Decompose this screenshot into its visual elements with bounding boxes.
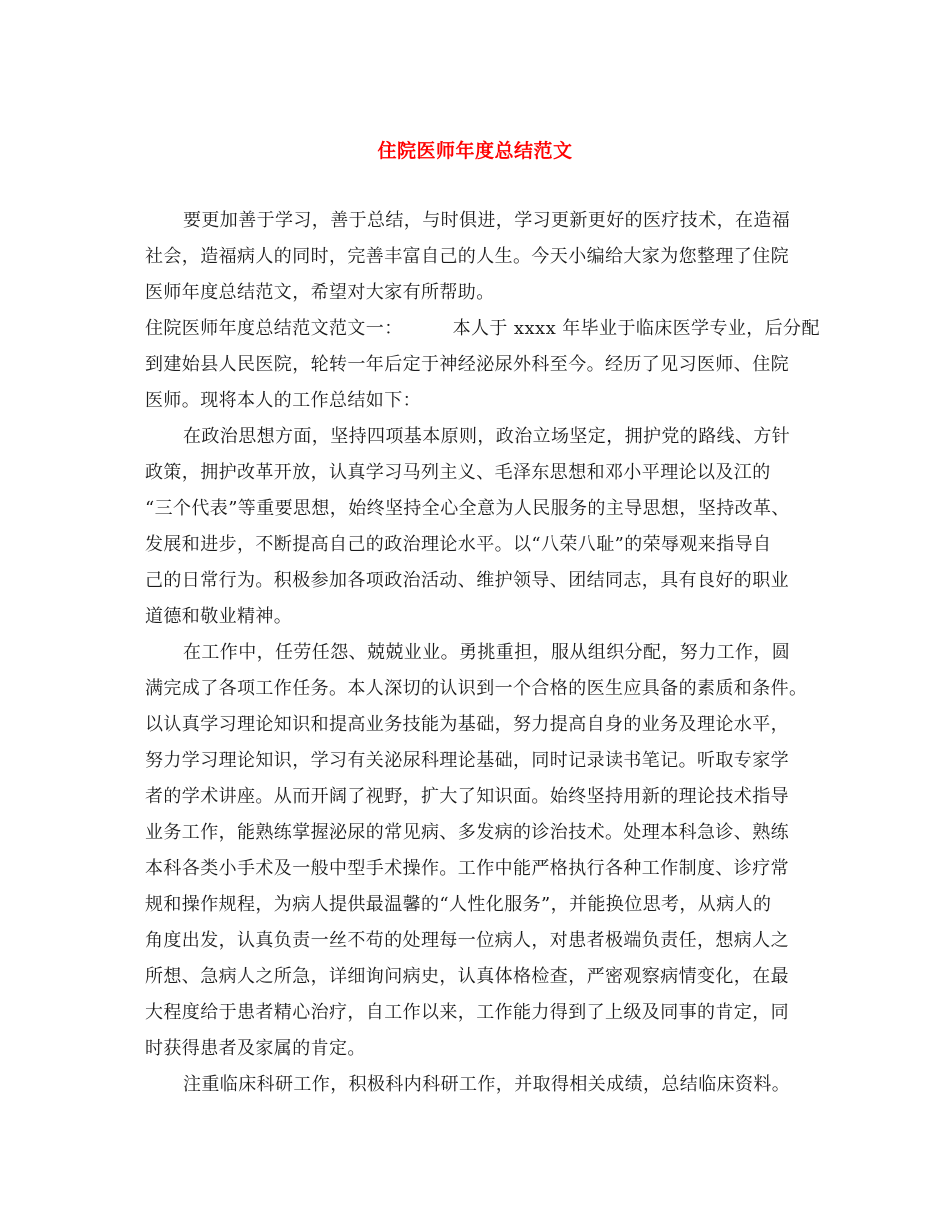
paragraph-line: 政策，拥护改革开放，认真学习马列主义、毛泽东思想和邓小平理论以及江的	[145, 462, 771, 483]
paragraph-line: 医师年度总结范文，希望对大家有所帮助。	[145, 282, 495, 303]
paragraph-line: 到建始县人民医院，轮转一年后定于神经泌尿外科至今。经历了见习医师、住院	[145, 354, 789, 375]
paragraph-line: 医师。现将本人的工作总结如下：	[145, 390, 421, 411]
paragraph-line: 注重临床科研工作，积极科内科研工作，并取得相关成绩，总结临床资料。	[183, 1074, 791, 1095]
paragraph-line-text: 本人于 xxxx 年毕业于临床医学专业，后分配	[452, 318, 820, 339]
paragraph-line: 本科各类小手术及一般中型手术操作。工作中能严格执行各种工作制度、诊疗常	[145, 858, 789, 879]
paragraph-line: 己的日常行为。积极参加各项政治活动、维护领导、团结同志，具有良好的职业	[145, 570, 789, 591]
paragraph-line: 时获得患者及家属的肯定。	[145, 1038, 366, 1059]
paragraph-line: 在工作中，任劳任怨、兢兢业业。勇挑重担，服从组织分配，努力工作，圆	[183, 642, 791, 663]
paragraph-line: 社会，造福病人的同时，完善丰富自己的人生。今天小编给大家为您整理了住院	[145, 246, 789, 267]
paragraph-line: 角度出发，认真负责一丝不苟的处理每一位病人，对患者极端负责任，想病人之	[145, 930, 789, 951]
paragraph-line: 者的学术讲座。从而开阔了视野，扩大了知识面。始终坚持用新的理论技术指导	[145, 786, 789, 807]
paragraph-line: 在政治思想方面，坚持四项基本原则，政治立场坚定，拥护党的路线、方针	[183, 426, 791, 447]
paragraph-line: 以认真学习理论知识和提高业务技能为基础，努力提高自身的业务及理论水平，	[145, 714, 789, 735]
paragraph-line: “三个代表”等重要思想，始终坚持全心全意为人民服务的主导思想，坚持改革、	[145, 498, 790, 519]
paragraph-line: 规和操作规程，为病人提供最温馨的“人性化服务”，并能换位思考，从病人的	[145, 894, 772, 915]
paragraph-line: 发展和进步，不断提高自己的政治理论水平。以“八荣八耻”的荣辱观来指导自	[145, 534, 772, 555]
paragraph-line: 大程度给于患者精心治疗，自工作以来，工作能力得到了上级及同事的肯定，同	[145, 1002, 789, 1023]
paragraph-line: 所想、急病人之所急，详细询问病史，认真体格检查，严密观察病情变化，在最	[145, 966, 789, 987]
section-intro-line	[145, 317, 820, 341]
document-title: 住院医师年度总结范文	[377, 140, 573, 162]
paragraph-line: 满完成了各项工作任务。本人深切的认识到一个合格的医生应具备的素质和条件。	[145, 678, 808, 699]
paragraph-line: 道德和敬业精神。	[145, 606, 293, 627]
section-label: 住院医师年度总结范文范文一：	[145, 318, 403, 339]
paragraph-line: 业务工作，能熟练掌握泌尿的常见病、多发病的诊治技术。处理本科急诊、熟练	[145, 822, 789, 843]
paragraph-line: 要更加善于学习，善于总结，与时俱进，学习更新更好的医疗技术，在造福	[183, 210, 791, 231]
paragraph-line: 努力学习理论知识，学习有关泌尿科理论基础，同时记录读书笔记。听取专家学	[145, 750, 789, 771]
